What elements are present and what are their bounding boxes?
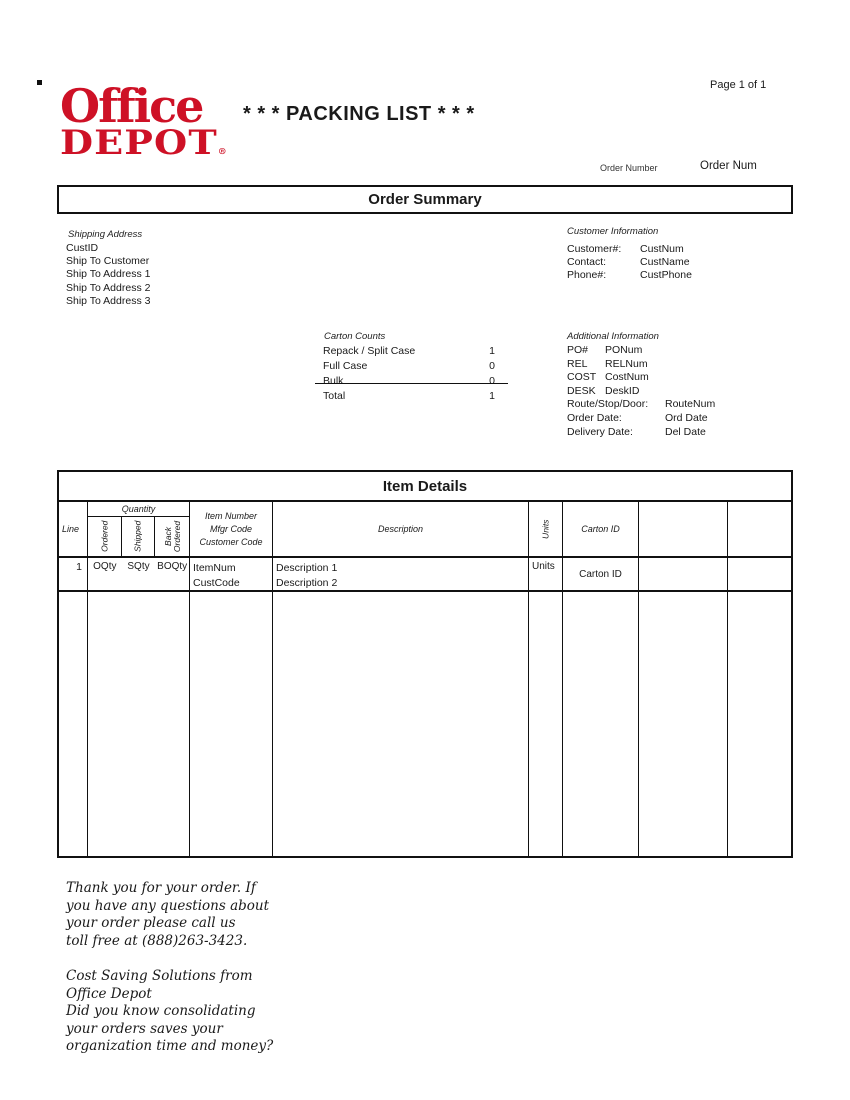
column-header-shipped: Shipped xyxy=(122,517,156,556)
order-summary-title: Order Summary xyxy=(368,191,482,208)
field-label: Phone#: xyxy=(567,268,607,281)
field-label: DESK xyxy=(567,384,596,397)
additional-info-row xyxy=(567,398,715,412)
field-value: 0 xyxy=(489,375,495,387)
item-quantities xyxy=(88,558,190,590)
field-value: 1 xyxy=(489,345,495,357)
item-blank-1 xyxy=(639,558,728,590)
shipping-line: Ship To Address 1 xyxy=(66,268,151,281)
carton-counts-divider xyxy=(315,383,508,384)
carton-counts-block xyxy=(323,344,495,404)
item-units: Units xyxy=(529,558,563,590)
registered-trademark-icon: ® xyxy=(217,146,228,156)
item-carton-id: Carton ID xyxy=(563,558,639,590)
shipping-line: Ship To Address 3 xyxy=(66,294,151,307)
additional-information-header: Additional Information xyxy=(567,331,659,342)
carton-count-row xyxy=(323,344,495,359)
additional-info-row xyxy=(567,344,715,358)
item-description-1: Description 1 xyxy=(276,562,338,574)
field-value: CustName xyxy=(640,255,690,268)
footer-line: organization time and money? xyxy=(66,1038,274,1054)
item-description-cell xyxy=(273,558,529,590)
shipping-line: Ship To Customer xyxy=(66,255,150,268)
field-label: Customer#: xyxy=(567,243,622,255)
footer-cost-saving-note xyxy=(66,968,273,1056)
item-customer-code: CustCode xyxy=(193,577,240,589)
footer-thank-you-note xyxy=(66,880,269,950)
additional-information-block xyxy=(567,344,715,439)
field-value: CustNum xyxy=(640,243,684,255)
page-indicator: Page 1 of 1 xyxy=(710,79,767,91)
field-value: Ord Date xyxy=(665,411,708,424)
field-label: PO# xyxy=(567,344,589,356)
field-value: PONum xyxy=(605,344,643,356)
customer-information-block xyxy=(567,243,692,281)
document-title: * * * PACKING LIST * * * xyxy=(243,103,475,125)
field-label: Contact: xyxy=(567,255,607,268)
field-value: RouteNum xyxy=(665,398,716,411)
field-label: Total xyxy=(323,390,346,402)
column-header-blank-2 xyxy=(728,502,791,556)
customer-info-row xyxy=(567,243,692,256)
item-line-number: 1 xyxy=(59,558,88,590)
shipping-line: CustID xyxy=(66,242,99,254)
footer-line: toll free at (888)263-3423. xyxy=(66,932,248,949)
item-details-empty-body xyxy=(59,592,791,856)
carton-counts-header: Carton Counts xyxy=(324,331,386,342)
office-depot-logo xyxy=(60,79,228,166)
footer-line: you have any questions about xyxy=(66,897,270,914)
quantity-subcolumns xyxy=(88,517,189,556)
field-label: Delivery Date: xyxy=(567,425,633,438)
column-header-description: Description xyxy=(273,502,529,556)
column-header-units: Units xyxy=(529,502,563,556)
item-details-title: Item Details xyxy=(382,477,468,495)
order-number-label: Order Number xyxy=(600,163,658,173)
item-number-cell xyxy=(190,558,273,590)
item-back-ordered-qty: BOQty xyxy=(157,561,188,572)
column-header-blank-1 xyxy=(639,502,728,556)
item-details-title-bar xyxy=(59,472,791,502)
additional-info-row xyxy=(567,358,715,372)
field-value: RELNum xyxy=(605,357,648,370)
carton-count-row xyxy=(323,359,495,374)
item-number: ItemNum xyxy=(193,562,236,574)
field-value: 1 xyxy=(489,390,495,402)
footer-line: Did you know consolidating xyxy=(66,1003,256,1019)
shipping-address-block xyxy=(66,242,150,308)
field-label: Bulk xyxy=(323,375,344,387)
footer-line: Thank you for your order. If xyxy=(66,880,256,896)
print-registration-mark xyxy=(37,80,42,85)
carton-count-row xyxy=(323,374,495,389)
order-summary-header xyxy=(57,185,793,214)
additional-info-row xyxy=(567,385,715,399)
column-header-quantity: Quantity xyxy=(88,502,189,517)
field-value: 0 xyxy=(489,360,495,372)
column-header-quantity-group xyxy=(88,502,190,556)
field-label: COST xyxy=(567,371,597,384)
field-value: CustPhone xyxy=(640,268,692,281)
field-value: DeskID xyxy=(605,384,640,397)
item-description-2: Description 2 xyxy=(276,577,338,589)
item-ordered-qty: OQty xyxy=(93,561,117,572)
field-value: Del Date xyxy=(665,425,706,438)
item-details-column-headers xyxy=(59,502,791,558)
column-header-item-number: Item Number Mfgr Code Customer Code xyxy=(190,502,273,556)
column-header-carton-id: Carton ID xyxy=(563,502,639,556)
column-header-line: Line xyxy=(59,502,88,556)
additional-info-row xyxy=(567,412,715,426)
field-label: Order Date: xyxy=(567,411,622,424)
field-value: CostNum xyxy=(605,371,649,384)
field-label: Full Case xyxy=(323,360,368,372)
footer-line: Cost Saving Solutions from xyxy=(66,968,253,984)
field-label: Repack / Split Case xyxy=(323,345,416,357)
field-label: Route/Stop/Door: xyxy=(567,398,649,411)
item-blank-2 xyxy=(728,558,791,590)
order-number-value: Order Num xyxy=(700,160,757,172)
column-header-ordered: Ordered xyxy=(88,517,122,556)
logo-depot-text: DEPOT® xyxy=(60,123,228,163)
item-shipped-qty: SQty xyxy=(127,561,150,572)
logo-office-text: Office xyxy=(60,79,203,133)
footer-line: Office Depot xyxy=(66,985,152,1002)
additional-info-row xyxy=(567,426,715,440)
customer-info-row xyxy=(567,269,692,282)
carton-count-row xyxy=(323,389,495,404)
shipping-line: Ship To Address 2 xyxy=(66,281,151,294)
item-details-table xyxy=(57,470,793,858)
footer-line: your orders saves your xyxy=(66,1020,223,1037)
additional-info-row xyxy=(567,371,715,385)
shipping-address-header: Shipping Address xyxy=(68,229,143,240)
item-row xyxy=(59,558,791,592)
customer-info-row xyxy=(567,256,692,269)
field-label: REL xyxy=(567,357,588,370)
customer-information-header: Customer Information xyxy=(567,226,659,237)
column-header-back-ordered: Back Ordered xyxy=(162,520,182,553)
footer-line: your order please call us xyxy=(66,915,236,931)
